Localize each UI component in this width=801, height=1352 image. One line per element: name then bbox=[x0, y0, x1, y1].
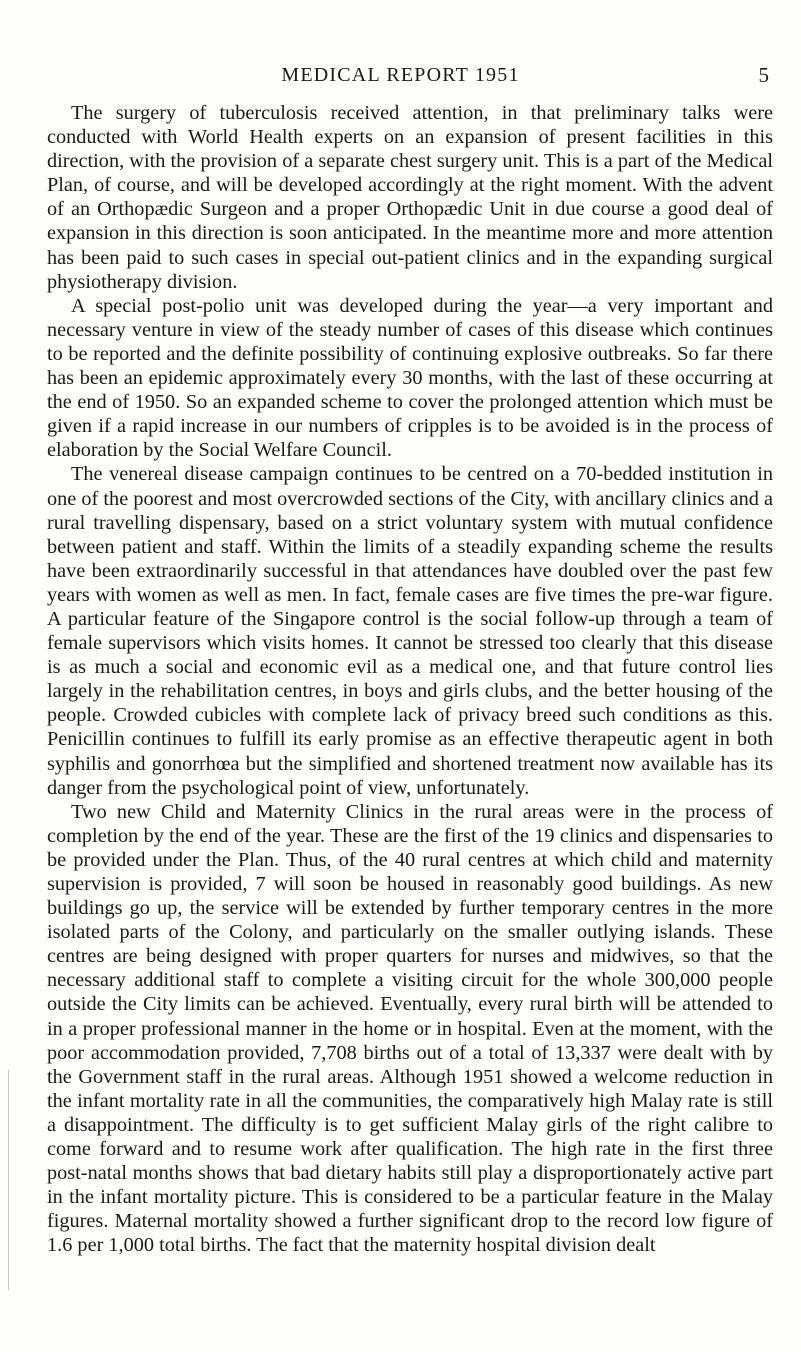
paragraph-venereal-disease: The venereal disease campaign continues to be centred on a 70-bedded institution in one of the poorest and most overcrowded sections of the City, with ancillary clinics and a rural travelling dispensary, based on a strict voluntary system with mutual confidence between patient and staff. Within the limits of a steadily expanding scheme the results have been extraordinarily successful in that attendances have doubled over the past few years with women as well as men. In fact, female cases are five times the pre-war figure. A particular feature of the Singapore control is the social follow-up through a team of female supervisors which visits homes. It cannot be stressed too clearly that this disease is as much a social and economic evil as a medical one, and that future control lies largely in the rehabilitation centres, in boys and girls clubs, and the better housing of the people. Crowded cubicles with complete lack of privacy breed such conditions as this. Penicillin continues to fulfill its early promise as an effective therapeutic agent in both syphilis and gonorrhœa but the simplified and shortened treatment now available has its danger from the psychological point of view, unfortunately. bbox=[47, 463, 773, 799]
page-header bbox=[0, 62, 801, 88]
page-number: 5 bbox=[758, 63, 769, 87]
page-edge-shadow bbox=[8, 1070, 9, 1290]
paragraph-post-polio-unit: A special post-polio unit was developed during the year—a very important and necessary venture in view of the steady number of cases of this disease which continues to be reported and the definite possibility of continuing explosive outbreaks. So far there has been an epidemic approximately every 30 months, with the last of these occurring at the end of 1950. So an expanded scheme to cover the prolonged attention which must be given if a rapid increase in our numbers of cripples is to be avoided is in the process of elaboration by the Social Welfare Council. bbox=[47, 294, 773, 462]
body-text bbox=[47, 101, 773, 1258]
paragraph-tuberculosis-surgery: The surgery of tuberculosis received attention, in that preliminary talks were conducted with World Health experts on an expansion of present facilities in this direction, with the provision of a separate chest surgery unit. This is a part of the Medical Plan, of course, and will be developed accordingly at the right moment. With the advent of an Orthopædic Surgeon and a proper Orthopædic Unit in due course a good deal of expansion in this direction is soon anticipated. In the meantime more and more attention has been paid to such cases in special out-patient clinics and in the expanding surgical physiotherapy division. bbox=[47, 102, 773, 293]
paragraph-child-maternity-clinics: Two new Child and Maternity Clinics in the rural areas were in the process of completion by the end of the year. These are the first of the 19 clinics and dispensaries to be provided under the Plan. Thus, of the 40 rural centres at which child and maternity supervision is provided, 7 will soon be housed in reasonably good buildings. As new buildings go up, the service will be extended by further temporary centres in the more isolated parts of the Colony, and particularly on the smaller outlying islands. These centres are being designed with proper quarters for nurses and midwives, so that the necessary additional staff to complete a visiting circuit for the whole 300,000 people outside the City limits can be achieved. Eventually, every rural birth will be attended to in a proper professional manner in the home or in hospital. Even at the moment, with the poor accommodation provided, 7,708 births out of a total of 13,337 were dealt with by the Government staff in the rural areas. Although 1951 showed a welcome reduction in the infant mortality rate in all the communities, the comparatively high Malay rate is still a disappointment. The difficulty is to get sufficient Malay girls of the right calibre to come forward and to resume work after qualification. The high rate in the first three post-natal months shows that bad dietary habits still play a disproportionately active part in the infant mortality picture. This is considered to be a particular feature in the Malay figures. Maternal mortality showed a further significant drop to the record low figure of 1.6 per 1,000 total births. The fact that the maternity hospital division dealt bbox=[47, 800, 773, 1257]
running-head: MEDICAL REPORT 1951 bbox=[281, 64, 520, 86]
